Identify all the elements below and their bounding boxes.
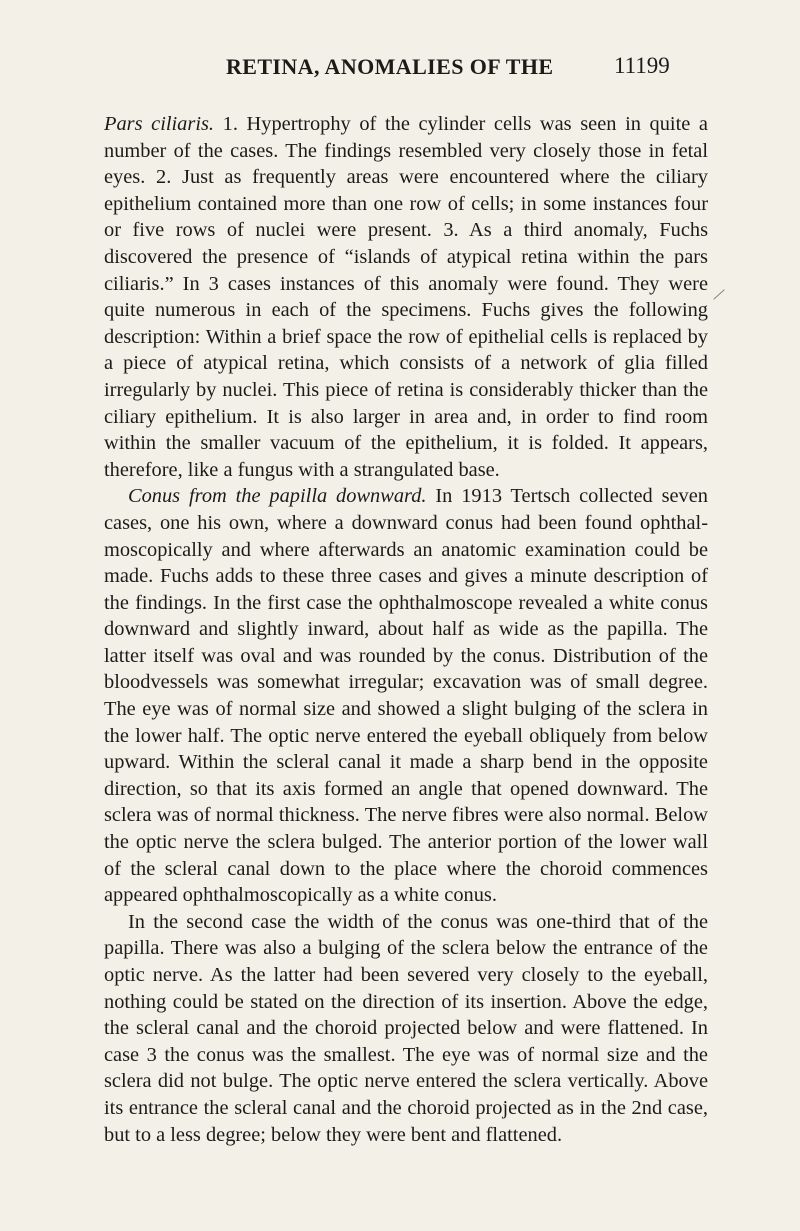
- paragraph-text: 1. Hypertrophy of the cylinder cells was seen in quite a number of the cases. The findings resembled very closely those in fetal eyes. 2. Just as frequently areas were encountered where the ciliary epithelium contained more than one row of cells; in some instances four or five rows of nuclei were present. 3. As a third anomaly, Fuchs discovered the presence of “islands of atypical retina within the pars ciliaris.” In 3 cases instances of this anomaly were found. They were quite numerous in each of the specimens. Fuchs gives the following description: Within a brief space the row of epithelial cells is replaced by a piece of atypical retina, which consists of a network of glia filled irregularly by nuclei. This piece of retina is considerably thicker than the ciliary epithelium. It is also larger in area and, in order to find room within the smaller vacuum of the epithelium, it is folded. It appears, therefore, like a fungus with a strangulated base.: [104, 113, 708, 481]
- paragraph-conus-downward: [104, 483, 708, 909]
- section-heading-conus-downward: Conus from the papilla downward.: [128, 485, 427, 508]
- paragraph-pars-ciliaris: [104, 111, 708, 483]
- running-head-title: RETINA, ANOMALIES OF THE: [226, 54, 554, 79]
- article-body: [104, 111, 708, 1148]
- page-number: 11199: [614, 53, 670, 78]
- paragraph-text: In the second case the width of the conus was one-third that of the papilla. There was also a bulging of the sclera below the entrance of the optic nerve. As the latter had been severed very closely to the eyeball, nothing could be stated on the direction of its insertion. Above the edge, the scleral canal and the choroid projected below and were flattened. In case 3 the conus was the smallest. The eye was of normal size and the sclera did not bulge. The optic nerve entered the sclera vertically. Above its entrance the scleral canal and the choroid projected as in the 2nd case, but to a less degree; below they were bent and flattened.: [104, 910, 708, 1146]
- pencil-tick-mark-icon: [712, 287, 726, 301]
- paragraph-second-case: [104, 909, 708, 1148]
- section-heading-pars-ciliaris: Pars ciliaris.: [104, 113, 215, 135]
- paragraph-text: In 1913 Tertsch collected seven cases, one his own, where a downward conus had been found ophthalmoscopically and where afterwards an anatomic examination could be made. Fuchs adds to these three cases and gives a minute description of the findings. In the first case the ophthalmoscope revealed a white conus downward and slightly inward, about half as wide as the papilla. The latter itself was oval and was rounded by the conus. Distribution of the bloodvessels was somewhat irregular; excavation was of small degree. The eye was of normal size and showed a slight bulging of the sclera in the lower half. The optic nerve entered the eyeball obliquely from below upward. Within the scleral canal it made a sharp bend in the opposite direction, so that its axis formed an angle that opened downward. The sclera was of normal thickness. The nerve fibres were also normal. Below the optic nerve the sclera bulged. The anterior portion of the lower wall of the scleral canal down to the place where the choroid commences appeared ophthalmoscopically as a white conus.: [104, 485, 708, 907]
